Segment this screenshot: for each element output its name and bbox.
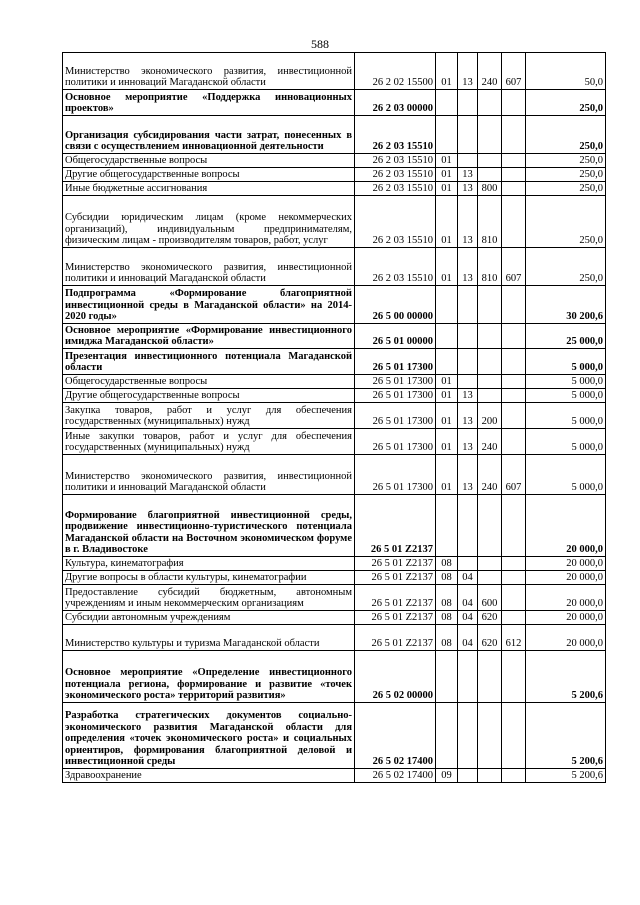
cell-target-code: 26 5 00 00000: [355, 286, 436, 324]
cell-name: Другие общегосударственные вопросы: [63, 168, 355, 182]
cell-section: [436, 90, 458, 116]
cell-ministry-code: [502, 90, 526, 116]
cell-amount: 250,0: [526, 154, 606, 168]
cell-section: [436, 495, 458, 557]
table-row: [63, 286, 606, 324]
cell-section: 01: [436, 248, 458, 286]
cell-name: Основное мероприятие «Формирование инвестиционного имиджа Магаданской области»: [63, 324, 355, 349]
cell-subsection: [458, 769, 478, 783]
cell-ministry-code: [502, 651, 526, 703]
cell-subsection: 04: [458, 571, 478, 585]
cell-amount: 5 000,0: [526, 429, 606, 455]
cell-target-code: 26 2 03 15510: [355, 154, 436, 168]
cell-section: 01: [436, 429, 458, 455]
cell-amount: 50,0: [526, 53, 606, 90]
cell-amount: 250,0: [526, 196, 606, 248]
cell-subsection: 04: [458, 585, 478, 611]
cell-ministry-code: [502, 403, 526, 429]
cell-ministry-code: [502, 429, 526, 455]
cell-subsection: 13: [458, 429, 478, 455]
cell-amount: 250,0: [526, 116, 606, 154]
cell-amount: 30 200,6: [526, 286, 606, 324]
cell-name: Другие общегосударственные вопросы: [63, 389, 355, 403]
cell-amount: 20 000,0: [526, 585, 606, 611]
cell-section: 01: [436, 154, 458, 168]
cell-target-code: 26 5 01 17300: [355, 375, 436, 389]
cell-section: 09: [436, 769, 458, 783]
cell-ministry-code: [502, 196, 526, 248]
cell-section: 01: [436, 375, 458, 389]
cell-subsection: 13: [458, 182, 478, 196]
cell-expense-type: [478, 557, 502, 571]
cell-amount: 5 000,0: [526, 455, 606, 495]
cell-amount: 5 000,0: [526, 389, 606, 403]
table-row: [63, 557, 606, 571]
cell-target-code: 26 2 03 15510: [355, 248, 436, 286]
cell-section: [436, 349, 458, 375]
cell-ministry-code: [502, 375, 526, 389]
cell-target-code: 26 5 01 17300: [355, 403, 436, 429]
cell-expense-type: [478, 168, 502, 182]
cell-target-code: 26 5 02 17400: [355, 703, 436, 769]
cell-subsection: [458, 651, 478, 703]
cell-ministry-code: [502, 495, 526, 557]
cell-ministry-code: [502, 116, 526, 154]
table-row: [63, 571, 606, 585]
table-row: [63, 703, 606, 769]
cell-ministry-code: [502, 286, 526, 324]
cell-expense-type: 620: [478, 625, 502, 651]
cell-name: Разработка стратегических документов социально-экономического развития Магаданской области для определения «точек экономического роста» и социальных ориентиров, формирования благоприятной деловой и инвестиционной среды: [63, 703, 355, 769]
cell-ministry-code: [502, 168, 526, 182]
cell-ministry-code: 607: [502, 248, 526, 286]
cell-subsection: 13: [458, 455, 478, 495]
cell-section: 01: [436, 53, 458, 90]
cell-ministry-code: [502, 611, 526, 625]
cell-expense-type: [478, 324, 502, 349]
cell-amount: 20 000,0: [526, 495, 606, 557]
cell-subsection: 13: [458, 53, 478, 90]
cell-section: [436, 324, 458, 349]
cell-target-code: 26 5 01 00000: [355, 324, 436, 349]
cell-ministry-code: [502, 182, 526, 196]
table-row: [63, 389, 606, 403]
cell-expense-type: [478, 90, 502, 116]
cell-subsection: [458, 116, 478, 154]
cell-expense-type: 620: [478, 611, 502, 625]
cell-expense-type: [478, 116, 502, 154]
cell-expense-type: 200: [478, 403, 502, 429]
cell-subsection: [458, 154, 478, 168]
page-number: 588: [311, 37, 329, 51]
cell-target-code: 26 5 01 Z2137: [355, 571, 436, 585]
cell-amount: 20 000,0: [526, 625, 606, 651]
cell-expense-type: [478, 286, 502, 324]
table-row: [63, 324, 606, 349]
cell-name: Общегосударственные вопросы: [63, 154, 355, 168]
cell-amount: 25 000,0: [526, 324, 606, 349]
cell-target-code: 26 2 03 15510: [355, 168, 436, 182]
cell-name: Культура, кинематография: [63, 557, 355, 571]
cell-amount: 5 000,0: [526, 349, 606, 375]
table-row: [63, 651, 606, 703]
cell-ministry-code: [502, 389, 526, 403]
cell-target-code: 26 5 01 Z2137: [355, 495, 436, 557]
cell-subsection: [458, 349, 478, 375]
cell-target-code: 26 5 01 Z2137: [355, 611, 436, 625]
table-row: [63, 769, 606, 783]
cell-name: Министерство экономического развития, инвестиционной политики и инноваций Магаданской области: [63, 455, 355, 495]
cell-expense-type: 800: [478, 182, 502, 196]
cell-name: Основное мероприятие «Определение инвестиционного потенциала региона, формирование и развитие «точек экономического роста» территорий развития»: [63, 651, 355, 703]
cell-name: Субсидии автономным учреждениям: [63, 611, 355, 625]
cell-section: 01: [436, 196, 458, 248]
cell-name: Формирование благоприятной инвестиционной среды, продвижение инвестиционно-туристического потенциала Магаданской области на Восточном экономическом форуме в г. Владивостоке: [63, 495, 355, 557]
cell-subsection: 04: [458, 611, 478, 625]
cell-target-code: 26 5 01 Z2137: [355, 585, 436, 611]
cell-amount: 20 000,0: [526, 571, 606, 585]
cell-target-code: 26 5 01 17300: [355, 389, 436, 403]
cell-section: 08: [436, 557, 458, 571]
cell-section: [436, 116, 458, 154]
cell-expense-type: [478, 651, 502, 703]
cell-ministry-code: [502, 557, 526, 571]
cell-expense-type: 240: [478, 53, 502, 90]
cell-subsection: [458, 375, 478, 389]
cell-expense-type: 240: [478, 455, 502, 495]
cell-expense-type: [478, 769, 502, 783]
cell-section: 01: [436, 182, 458, 196]
cell-name: Закупка товаров, работ и услуг для обеспечения государственных (муниципальных) нужд: [63, 403, 355, 429]
table-row: [63, 625, 606, 651]
table-row: [63, 375, 606, 389]
cell-amount: 20 000,0: [526, 557, 606, 571]
table-row: [63, 168, 606, 182]
cell-target-code: 26 2 03 15510: [355, 116, 436, 154]
cell-expense-type: 600: [478, 585, 502, 611]
cell-subsection: 04: [458, 625, 478, 651]
cell-target-code: 26 5 01 17300: [355, 429, 436, 455]
cell-amount: 5 200,6: [526, 703, 606, 769]
cell-name: Здравоохранение: [63, 769, 355, 783]
cell-expense-type: [478, 495, 502, 557]
cell-target-code: 26 5 01 17300: [355, 349, 436, 375]
cell-name: Иные бюджетные ассигнования: [63, 182, 355, 196]
cell-section: 01: [436, 389, 458, 403]
cell-subsection: [458, 90, 478, 116]
cell-section: [436, 703, 458, 769]
cell-expense-type: [478, 389, 502, 403]
cell-target-code: 26 5 01 17300: [355, 455, 436, 495]
budget-table: [62, 52, 606, 783]
cell-amount: 5 000,0: [526, 375, 606, 389]
cell-target-code: 26 5 02 00000: [355, 651, 436, 703]
cell-section: [436, 651, 458, 703]
cell-name: Подпрограмма «Формирование благоприятной инвестиционной среды в Магаданской области» на 2014-2020 годы»: [63, 286, 355, 324]
table-row: [63, 495, 606, 557]
cell-ministry-code: [502, 703, 526, 769]
cell-name: Общегосударственные вопросы: [63, 375, 355, 389]
cell-target-code: 26 2 03 15510: [355, 182, 436, 196]
cell-amount: 5 200,6: [526, 651, 606, 703]
cell-expense-type: [478, 703, 502, 769]
cell-name: Основное мероприятие «Поддержка инновационных проектов»: [63, 90, 355, 116]
cell-section: 08: [436, 571, 458, 585]
cell-target-code: 26 2 02 15500: [355, 53, 436, 90]
cell-section: 08: [436, 585, 458, 611]
cell-subsection: [458, 495, 478, 557]
budget-table-body: [63, 53, 606, 783]
table-row: [63, 196, 606, 248]
cell-section: [436, 286, 458, 324]
cell-target-code: 26 5 02 17400: [355, 769, 436, 783]
table-row: [63, 248, 606, 286]
table-row: [63, 585, 606, 611]
cell-name: Предоставление субсидий бюджетным, автономным учреждениям и иным некоммерческим организациям: [63, 585, 355, 611]
cell-expense-type: 810: [478, 248, 502, 286]
cell-name: Министерство экономического развития, инвестиционной политики и инноваций Магаданской области: [63, 248, 355, 286]
cell-ministry-code: [502, 154, 526, 168]
cell-subsection: [458, 286, 478, 324]
cell-name: Другие вопросы в области культуры, кинематографии: [63, 571, 355, 585]
cell-subsection: 13: [458, 248, 478, 286]
cell-ministry-code: [502, 585, 526, 611]
cell-ministry-code: [502, 571, 526, 585]
table-row: [63, 154, 606, 168]
table-row: [63, 349, 606, 375]
cell-expense-type: [478, 571, 502, 585]
table-row: [63, 611, 606, 625]
cell-ministry-code: [502, 324, 526, 349]
cell-name: Министерство экономического развития, инвестиционной политики и инноваций Магаданской области: [63, 53, 355, 90]
cell-name: Субсидии юридическим лицам (кроме некоммерческих организаций), индивидуальным предпринимателям, физическим лицам - производителям товаров, работ, услуг: [63, 196, 355, 248]
cell-section: 01: [436, 455, 458, 495]
cell-target-code: 26 2 03 15510: [355, 196, 436, 248]
cell-amount: 250,0: [526, 168, 606, 182]
cell-name: Организация субсидирования части затрат, понесенных в связи с осуществлением инновационной деятельности: [63, 116, 355, 154]
cell-subsection: 13: [458, 196, 478, 248]
table-row: [63, 53, 606, 90]
cell-subsection: 13: [458, 389, 478, 403]
cell-target-code: 26 5 01 Z2137: [355, 625, 436, 651]
cell-subsection: [458, 324, 478, 349]
cell-ministry-code: [502, 769, 526, 783]
cell-name: Иные закупки товаров, работ и услуг для обеспечения государственных (муниципальных) нужд: [63, 429, 355, 455]
cell-section: 08: [436, 625, 458, 651]
cell-expense-type: [478, 375, 502, 389]
cell-section: 01: [436, 168, 458, 182]
cell-ministry-code: [502, 349, 526, 375]
cell-expense-type: 240: [478, 429, 502, 455]
table-row: [63, 116, 606, 154]
table-row: [63, 429, 606, 455]
table-row: [63, 182, 606, 196]
cell-subsection: 13: [458, 168, 478, 182]
cell-amount: 20 000,0: [526, 611, 606, 625]
cell-target-code: 26 5 01 Z2137: [355, 557, 436, 571]
table-row: [63, 455, 606, 495]
cell-section: 01: [436, 403, 458, 429]
cell-subsection: 13: [458, 403, 478, 429]
cell-subsection: [458, 703, 478, 769]
cell-ministry-code: 607: [502, 455, 526, 495]
cell-amount: 5 200,6: [526, 769, 606, 783]
cell-ministry-code: 612: [502, 625, 526, 651]
table-row: [63, 403, 606, 429]
cell-expense-type: 810: [478, 196, 502, 248]
cell-subsection: [458, 557, 478, 571]
cell-ministry-code: 607: [502, 53, 526, 90]
cell-name: Презентация инвестиционного потенциала Магаданской области: [63, 349, 355, 375]
cell-expense-type: [478, 349, 502, 375]
table-row: [63, 90, 606, 116]
cell-expense-type: [478, 154, 502, 168]
cell-section: 08: [436, 611, 458, 625]
cell-target-code: 26 2 03 00000: [355, 90, 436, 116]
cell-amount: 250,0: [526, 248, 606, 286]
cell-amount: 5 000,0: [526, 403, 606, 429]
cell-amount: 250,0: [526, 90, 606, 116]
cell-name: Министерство культуры и туризма Магаданской области: [63, 625, 355, 651]
cell-amount: 250,0: [526, 182, 606, 196]
